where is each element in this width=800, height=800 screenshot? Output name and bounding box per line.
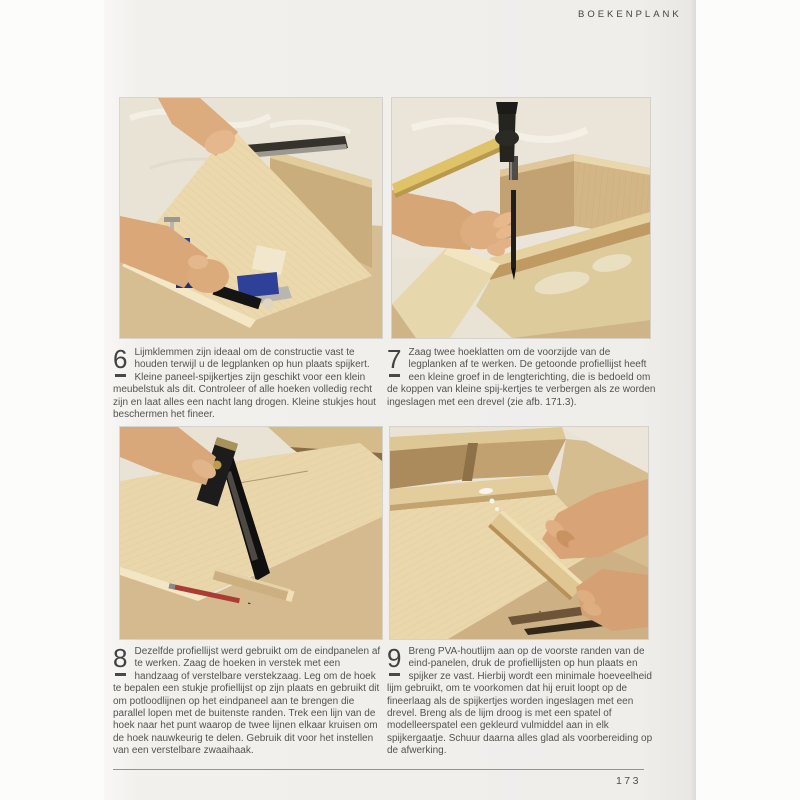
step-caption-text: Dezelfde profiellijst werd gebruikt om de eindpanelen af te werken. Zaag de hoeken in verstek met een handzaag of verstelbare verstekzaag. Leg om de hoek te bepalen een stukje profiellijst op zijn plaats en gebruikt dit om potloodlijnen op het eindpaneel aan te brengen die parallel lopen met de buitenste randen. Trek een lijn van de hoek naar het punt waarop de twee lijnen elkaar kruisen om de hoek nauwkeurig te delen. Gebruik dit voor het instellen van een verstelbare zwaaihaak.: [113, 646, 381, 757]
running-head: BOEKENPLANK: [578, 9, 682, 20]
photo-step-6-illustration: [120, 98, 382, 338]
photo-step-8-sliding-bevel: [120, 427, 382, 639]
photo-step-7-hammer-punch: [392, 98, 650, 338]
step-number-digit: 8: [113, 643, 128, 673]
caption-step-6: [113, 344, 381, 421]
photo-step-9-gluing-strip: [390, 427, 648, 639]
photo-step-7-illustration: [392, 98, 650, 338]
caption-step-7: [387, 344, 659, 409]
photo-step-8-illustration: [120, 427, 382, 639]
caption-step-9: [387, 643, 659, 758]
page-number: 173: [615, 775, 641, 787]
step-number-underline: [389, 673, 400, 676]
step-caption-text: Lijmklemmen zijn ideaal om de constructie vast te houden terwijl u de legplanken op hun plaats spijkert. Kleine paneel-spijkertjes zijn geschikt voor een klein meubelstuk als dit. Controleer of alle hoeken volledig recht zijn en laat alles een nacht lang drogen. Kleine stukjes hout beschermen het fineer.: [113, 347, 376, 421]
step-number-9: [387, 643, 402, 676]
step-number-digit: 9: [387, 643, 402, 673]
step-number-6: [113, 344, 128, 377]
step-number-7: [387, 344, 402, 377]
photo-step-9-illustration: [390, 427, 648, 639]
step-number-8: [113, 643, 128, 676]
footer-rule: [113, 769, 644, 770]
step-caption-text: Zaag twee hoeklatten om de voorzijde van de legplanken af te werken. De getoonde profiellijst heeft een kleine groef in de lengterichting, die is bedoeld om de koppen van kleine spij-kertjes te verbergen als ze worden ingeslagen met een drevel (zie afb. 171.3).: [387, 347, 656, 408]
step-number-digit: 6: [113, 344, 128, 374]
step-number-digit: 7: [387, 344, 402, 374]
step-number-underline: [115, 374, 126, 377]
step-number-underline: [115, 673, 126, 676]
end-panel: [392, 244, 500, 338]
caption-step-8: [113, 643, 381, 758]
step-caption-text: Breng PVA-houtlijm aan op de voorste randen van de eind-panelen, druk de profiellijsten op hun plaats en spijker ze vast. Hierbij wordt een minimale hoeveelheid lijm gebruikt, om te voorkomen dat hij eruit loopt op de fineerlaag als de spijkertjes worden ingeslagen met een drevel. Breng als de lijm droog is met een spatel of modelleerspatel een gekleurd vulmiddel aan in elk spijkergaatje. Schuur daarna alles glad als voorbereiding op de afwerking.: [387, 646, 653, 757]
step-number-underline: [389, 374, 400, 377]
photo-step-6-glue-clamps: [120, 98, 382, 338]
